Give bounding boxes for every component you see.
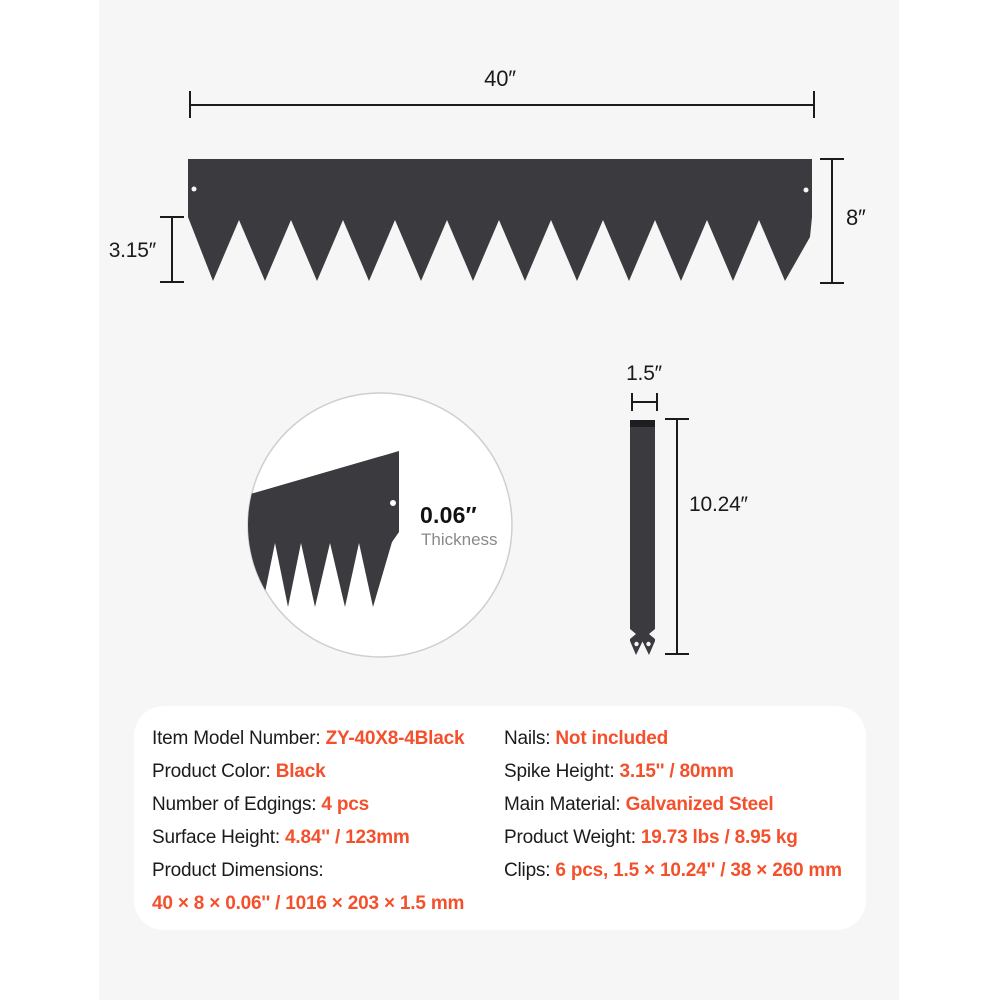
- width-dimension-tick-left: [189, 91, 191, 118]
- width-dimension-tick-right: [813, 91, 815, 118]
- spec-column-right: [504, 722, 864, 887]
- spec-label: Product Dimensions:: [152, 860, 324, 881]
- thickness-value-label: 0.06″: [420, 502, 477, 528]
- clip-height-tick-top: [665, 418, 689, 420]
- detail-nail-hole: [390, 500, 396, 506]
- nail-hole-left: [192, 187, 197, 192]
- clip-width-tick-left: [631, 393, 633, 411]
- spec-value: Black: [275, 761, 326, 782]
- spec-row: [152, 854, 506, 920]
- spec-card: [134, 706, 866, 930]
- spec-value: Not included: [555, 728, 669, 749]
- clip-height-dimension-line: [676, 419, 678, 655]
- clip-width-dimension-line: [632, 401, 658, 403]
- clip-hole-left: [634, 642, 638, 646]
- clip-width-dimension-label: 1.5″: [626, 362, 662, 385]
- width-dimension-line: [190, 104, 814, 106]
- clip-height-dimension-label: 10.24″: [689, 493, 748, 516]
- clip-top-edge: [630, 420, 655, 427]
- spec-label: Clips:: [504, 860, 556, 881]
- spike-height-tick-top: [160, 216, 184, 218]
- spec-row: [504, 788, 864, 821]
- spec-value: Galvanized Steel: [625, 794, 774, 815]
- thickness-caption-label: Thickness: [421, 530, 498, 549]
- spec-value: 4.84'' / 123mm: [285, 827, 410, 848]
- spec-row: [504, 821, 864, 854]
- spec-value: 19.73 lbs / 8.95 kg: [640, 827, 798, 848]
- spec-row: [504, 722, 864, 755]
- clip-hole-right: [646, 642, 650, 646]
- spec-label: Item Model Number:: [152, 728, 326, 749]
- spec-value: 40 × 8 × 0.06'' / 1016 × 203 × 1.5 mm: [152, 893, 465, 914]
- spec-value: 3.15'' / 80mm: [619, 761, 734, 782]
- spec-row: [152, 821, 506, 854]
- spec-label: Product Weight:: [504, 827, 641, 848]
- spec-label: Nails:: [504, 728, 556, 749]
- spec-label: Product Color:: [152, 761, 276, 782]
- spec-row: [152, 755, 506, 788]
- clip-side-view: [628, 418, 658, 658]
- spec-value: 4 pcs: [321, 794, 369, 815]
- clip-height-tick-bottom: [665, 653, 689, 655]
- spec-label: Number of Edgings:: [152, 794, 322, 815]
- spec-value: ZY-40X8-4Black: [325, 728, 465, 749]
- edging-front-view: [188, 159, 812, 283]
- height-dimension-tick-bottom: [820, 282, 844, 284]
- spike-height-tick-bottom: [160, 281, 184, 283]
- spike-height-dimension-label: 3.15″: [108, 239, 156, 262]
- spec-label: Surface Height:: [152, 827, 286, 848]
- height-dimension-line: [831, 159, 833, 284]
- height-dimension-tick-top: [820, 158, 844, 160]
- spec-label: Spike Height:: [504, 761, 620, 782]
- clip-width-tick-right: [656, 393, 658, 411]
- nail-hole-right: [804, 188, 809, 193]
- spike-height-dimension-line: [171, 217, 173, 283]
- spec-column-left: [152, 722, 506, 920]
- width-dimension-label: 40″: [484, 66, 516, 91]
- spec-row: [152, 788, 506, 821]
- spec-value: 6 pcs, 1.5 × 10.24'' / 38 × 260 mm: [555, 860, 842, 881]
- spec-label: Main Material:: [504, 794, 626, 815]
- height-dimension-label: 8″: [846, 205, 866, 230]
- spec-row: [504, 755, 864, 788]
- spec-row: [152, 722, 506, 755]
- spec-row: [504, 854, 864, 887]
